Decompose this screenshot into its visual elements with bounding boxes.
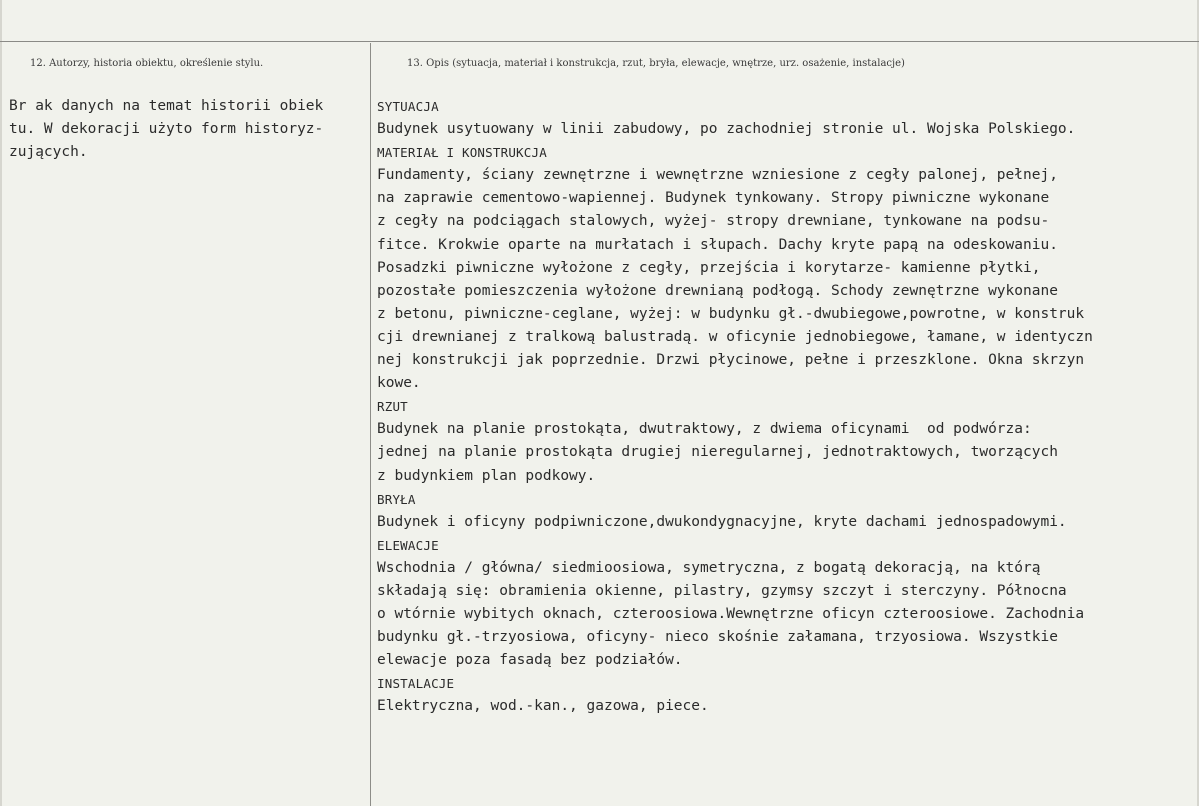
right-column-line: na zaprawie cementowo-wapiennej. Budynek tynkowany. Stropy piwniczne wykonane <box>377 190 1050 207</box>
right-column-line: Budynek na planie prostokąta, dwutraktowy, z dwiema oficynami od podwórza: <box>377 421 1032 438</box>
right-column-line: nej konstrukcji jak poprzednie. Drzwi płycinowe, pełne i przeszklone. Okna skrzyn <box>377 352 1085 369</box>
right-column-line: SYTUACJA <box>377 99 439 114</box>
right-column-line: kowe. <box>377 375 421 392</box>
right-column-line: z betonu, piwniczne-ceglane, wyżej: w budynku gł.-dwubiegowe,powrotne, w konstruk <box>377 305 1085 322</box>
right-column <box>377 95 1093 719</box>
right-column-line: z cegły na podciągach stalowych, wyżej- stropy drewniane, tynkowane na podsu- <box>377 213 1050 230</box>
header-right: 13. Opis (sytuacja, materiał i konstrukcja, rzut, bryła, elewacje, wnętrze, urz. osażenie, instalacje) <box>407 58 905 69</box>
right-column-line: ELEWACJE <box>377 537 439 553</box>
left-edge <box>0 0 2 806</box>
right-column-line: budynku gł.-trzyosiowa, oficyny- nieco skośnie załamana, trzyosiowa. Wszystkie <box>377 629 1058 646</box>
right-column-line: składają się: obramienia okienne, pilastry, gzymsy szczyt i sterczyny. Północna <box>377 582 1067 599</box>
column-divider <box>370 43 371 806</box>
right-column-line: RZUT <box>377 399 408 415</box>
right-column-line: Budynek usytuowany w linii zabudowy, po zachodniej stronie ul. Wojska Polskiego. <box>377 121 1076 138</box>
right-column-line: Posadzki piwniczne wyłożone z cegły, przejścia i korytarze- kamienne płytki, <box>377 259 1041 276</box>
right-column-line: Fundamenty, ściany zewnętrzne i wewnętrzne wzniesione z cegły palonej, pełnej, <box>377 167 1058 184</box>
right-column-line: jednej na planie prostokąta drugiej nieregularnej, jednotraktowych, tworzących <box>377 444 1058 461</box>
left-column-line: zujących. <box>9 144 88 161</box>
right-column-line: BRYŁA <box>377 491 416 507</box>
right-column-line: cji drewnianej z tralkową balustradą. w oficynie jednobiegowe, łamane, w identyczn <box>377 328 1093 345</box>
right-column-line: z budynkiem plan podkowy. <box>377 467 596 484</box>
right-column-line: MATERIAŁ I KONSTRUKCJA <box>377 145 547 161</box>
right-column-line: Wschodnia / główna/ siedmioosiowa, symetryczna, z bogatą dekoracją, na którą <box>377 559 1041 576</box>
right-column-line: pozostałe pomieszczenia wyłożone drewnianą podłogą. Schody zewnętrzne wykonane <box>377 282 1058 299</box>
right-column-line: o wtórnie wybitych oknach, czteroosiowa.Wewnętrzne oficyn czteroosiowe. Zachodnia <box>377 606 1085 623</box>
left-column-line: tu. W dekoracji użyto form historyz- <box>9 121 324 138</box>
header-divider <box>0 41 1199 42</box>
right-column-line: Elektryczna, wod.-kan., gazowa, piece. <box>377 698 709 715</box>
right-column-line: fitce. Krokwie oparte na murłatach i słupach. Dachy kryte papą na odeskowaniu. <box>377 236 1058 253</box>
left-column <box>9 95 323 164</box>
right-column-line: Budynek i oficyny podpiwniczone,dwukondygnacyjne, kryte dachami jednospadowymi. <box>377 513 1067 530</box>
left-column-line: Br ak danych na temat historii obiek <box>9 98 324 114</box>
header-left: 12. Autorzy, historia obiektu, określenie stylu. <box>30 58 264 69</box>
right-column-line: INSTALACJE <box>377 676 455 692</box>
right-column-line: elewacje poza fasadą bez podziałów. <box>377 652 683 669</box>
